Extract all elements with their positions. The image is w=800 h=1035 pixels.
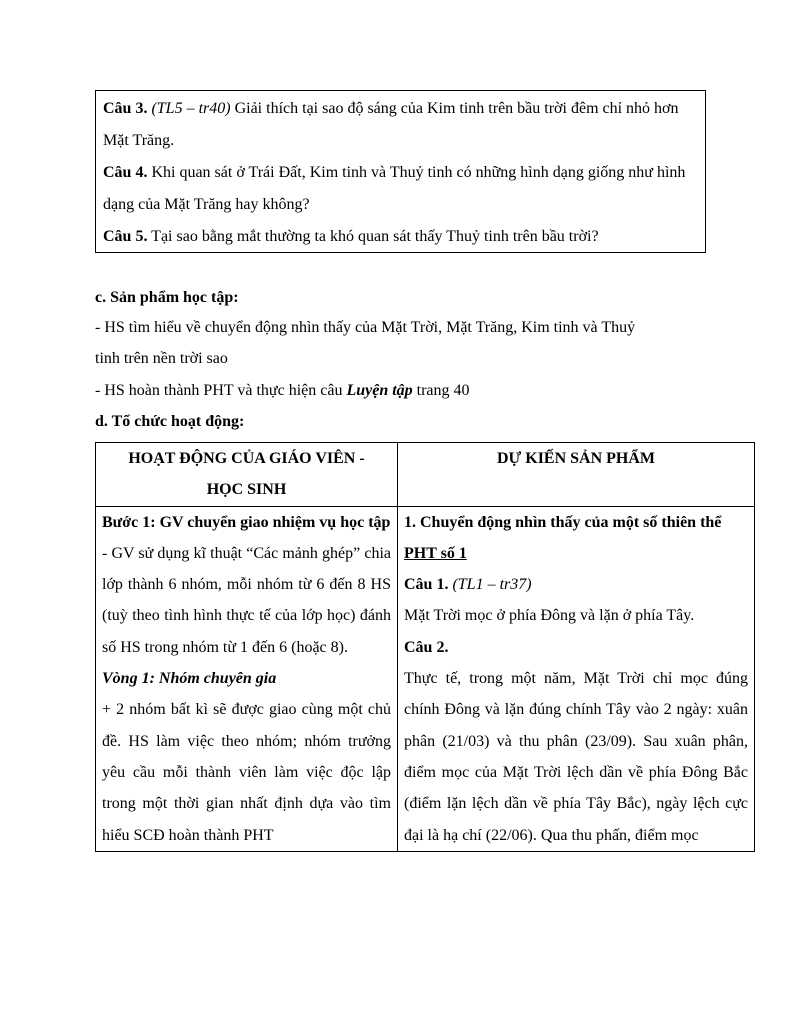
header-right-text: DỰ KIẾN SẢN PHẨM — [496, 450, 656, 467]
c2-answer: Thực tế, trong một năm, Mặt Trời chỉ mọc đúng chính Đông và lặn đúng chính Tây vào 2 ngày: xuân phân (21/03) và thu phân (23/09). Sau xuân phân, điểm mọc của Mặt Trời lệch dần về phía Đông Bắc (điểm lặn lệch dần về phía Tây Bắc), ngày lệch cực đại là hạ chí (22/06). Qua thu phấn, điểm mọc — [404, 670, 748, 844]
c1-label: Câu 1. — [404, 576, 449, 594]
question-3 — [103, 93, 698, 157]
products-line-1b: tinh trên nền trời sao — [95, 350, 228, 367]
organize-heading-text: d. Tổ chức hoạt động: — [95, 413, 245, 430]
products-line-2-bold: Luyện tập — [346, 382, 413, 399]
header-left-line-1: HOẠT ĐỘNG CỦA GIÁO VIÊN - — [128, 450, 365, 467]
pht-question-1 — [404, 569, 748, 600]
products-line-2-pre: - HS hoàn thành PHT và thực hiện câu — [95, 382, 347, 399]
header-left-line-2: HỌC SINH — [206, 481, 287, 499]
step-1-paragraph: - GV sử dụng kĩ thuật “Các mảnh ghép” chia lớp thành 6 nhóm, mỗi nhóm từ 6 đến 8 HS (tuỳ theo tình hình thực tế của lớp học) đánh số HS trong nhóm từ 1 đến 6 (hoặc 8). — [102, 544, 391, 656]
table-header-row — [96, 443, 755, 507]
activity-table — [95, 442, 755, 852]
round-1-paragraph: + 2 nhóm bất kì sẽ được giao cùng một chủ đề. HS làm việc theo nhóm; nhóm trưởng yêu cầu mỗi thành viên làm việc độc lập trong một thời gian nhất định dựa vào tìm hiểu SCĐ hoàn thành PHT — [102, 701, 391, 844]
c2-label: Câu 2. — [404, 638, 449, 656]
c1-ref: (TL1 – tr37) — [448, 576, 532, 594]
q5-label: Câu 5. — [103, 228, 148, 245]
organize-heading — [95, 406, 735, 437]
q3-text: Giải thích tại sao độ sáng của Kim tinh trên bầu trời đêm chỉ nhỏ hơn Mặt Trăng. — [103, 100, 679, 149]
teacher-activity-cell — [96, 506, 398, 851]
section-1-heading: 1. Chuyển động nhìn thấy của một số thiên thể — [404, 513, 722, 531]
table-row — [96, 506, 755, 851]
c1-answer: Mặt Trời mọc ở phía Đông và lặn ở phía Tây. — [404, 607, 695, 625]
products-heading-text: c. Sản phẩm học tập: — [95, 289, 239, 306]
pht-1-title: PHT số 1 — [404, 544, 467, 562]
products-line-2 — [95, 375, 735, 406]
products-heading — [95, 282, 735, 313]
question-4 — [103, 157, 698, 221]
header-teacher-student — [96, 443, 398, 507]
questions-box — [95, 90, 706, 253]
q5-text: Tại sao bằng mắt thường ta khó quan sát thấy Thuỷ tinh trên bầu trời? — [147, 228, 599, 245]
question-5 — [103, 221, 698, 253]
step-1-heading: Bước 1: GV chuyển giao nhiệm vụ học tập — [102, 513, 391, 531]
expected-product-cell — [398, 506, 755, 851]
products-line-2-post: trang 40 — [412, 382, 470, 399]
round-1-heading: Vòng 1: Nhóm chuyên gia — [102, 670, 277, 688]
q3-ref: (TL5 – tr40) — [151, 100, 231, 117]
products-line-1a: - HS tìm hiểu về chuyển động nhìn thấy của Mặt Trời, Mặt Trăng, Kim tinh và Thuỷ — [95, 319, 636, 336]
q4-label: Câu 4. — [103, 164, 148, 181]
q3-label: Câu 3. — [103, 100, 148, 117]
q4-text: Khi quan sát ở Trái Đất, Kim tinh và Thuỷ tinh có những hình dạng giống như hình dạng của Mặt Trăng hay không? — [103, 164, 686, 213]
header-expected-product — [398, 443, 755, 507]
